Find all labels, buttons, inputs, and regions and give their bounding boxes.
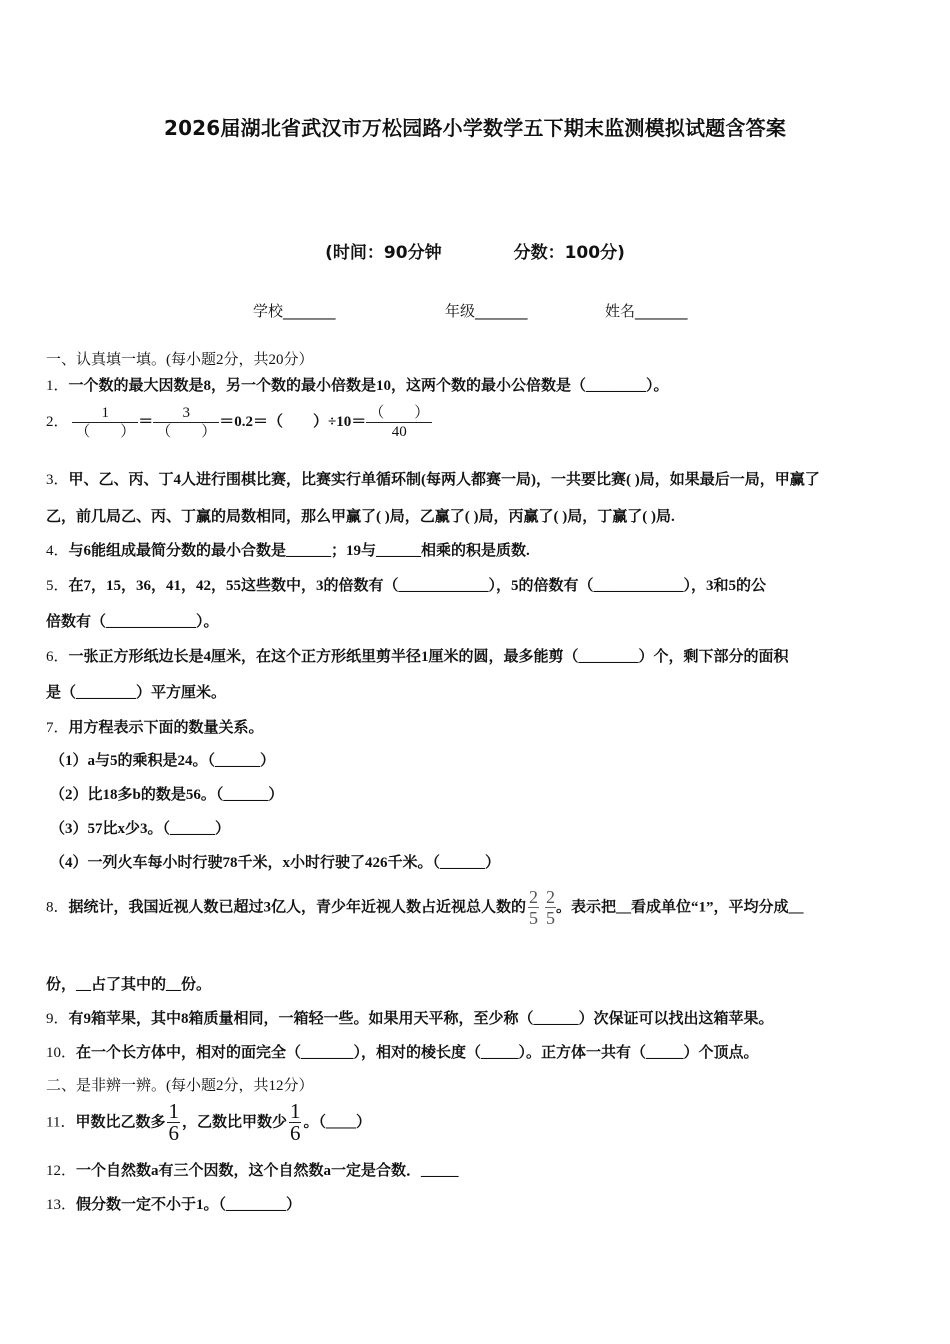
exam-subtitle: [0, 238, 950, 263]
question-text-pre: 据统计，我国近视人数已超过3亿人，青少年近视人数占近视总人数的: [68, 899, 527, 916]
question-3-line2: 乙，前几局乙、丙、丁赢的局数相同，那么甲赢了( )局，乙赢了( )局，丙赢了( )局，丁赢了( )局.: [46, 509, 675, 525]
question-7-item-2: （2）比18多b的数是56。（______）: [50, 787, 284, 803]
question-7: [46, 718, 264, 738]
denominator: 40: [391, 424, 407, 440]
question-8: [46, 887, 804, 928]
question-text: 假分数一定不小于1。（________）: [76, 1197, 302, 1213]
question-text: 在一个长方体中，相对的面完全（_______），相对的棱长度（_____）。正方体一共有（_____）个顶点。: [76, 1045, 759, 1061]
question-text: 一个数的最大因数是8，另一个数的最小倍数是10，这两个数的最小公倍数是（________）。: [68, 378, 669, 394]
question-text-line1: 在7，15，36，41，42，55这些数中，3的倍数有（____________），5的倍数有（____________），3和5的公: [68, 578, 767, 594]
question-5-line2: 倍数有（____________）。: [46, 614, 219, 630]
equation-middle: ＝0.2＝（ ）÷10＝: [219, 413, 367, 430]
fraction-3: [366, 404, 432, 441]
question-6-line2: 是（________）平方厘米。: [46, 685, 227, 701]
question-7-item-3: （3）57比x少3。（______）: [50, 821, 231, 837]
score-label: 分数：100分): [513, 243, 625, 263]
fraction-1: [72, 404, 138, 441]
question-13: [46, 1195, 301, 1215]
section-1-heading: 一、认真填一填。(每小题2分，共20分）: [46, 352, 314, 368]
numerator: 1: [168, 1099, 179, 1123]
denominator: 5: [529, 908, 539, 928]
fraction-one-sixth: [167, 1101, 180, 1144]
question-text-post: 表示把__看成单位“1”，平均分成__: [571, 899, 804, 916]
question-text-mid: ，乙数比甲数少: [181, 1114, 287, 1131]
question-12: [46, 1161, 459, 1181]
question-2: [46, 404, 432, 441]
question-number: 7．: [46, 720, 69, 736]
fraction-2: [153, 404, 219, 441]
question-1: [46, 376, 669, 396]
question-number: 2．: [46, 413, 69, 430]
question-text: 一个自然数a有三个因数，这个自然数a一定是合数．_____: [76, 1163, 459, 1179]
question-5: [46, 576, 766, 596]
period: 。: [556, 899, 572, 916]
question-text-line1: 一张正方形纸边长是4厘米，在这个正方形纸里剪半径1厘米的圆，最多能剪（________）个，剩下部分的面积: [68, 649, 789, 665]
numerator: （ ）: [366, 404, 432, 423]
question-4: [46, 541, 530, 561]
fraction-one-sixth-2: [289, 1101, 302, 1144]
fraction-two-fifths: [528, 887, 539, 928]
question-6: [46, 647, 789, 667]
question-text: 用方程表示下面的数量关系。: [68, 720, 264, 736]
question-7-item-4: （4）一列火车每小时行驶78千米，x小时行驶了426千米。（______）: [50, 855, 501, 871]
question-9: [46, 1009, 774, 1029]
question-number: 8．: [46, 899, 69, 916]
question-number: 4．: [46, 543, 69, 559]
question-7-item-1: （1）a与5的乘积是24。（______）: [50, 753, 276, 769]
question-number: 6．: [46, 649, 69, 665]
equals-sign: ＝: [138, 413, 154, 430]
denominator: （ ）: [75, 424, 136, 440]
school-field[interactable]: 学校_______: [253, 302, 336, 320]
question-10: [46, 1043, 759, 1063]
question-number: 12．: [46, 1163, 77, 1179]
question-text: 与6能组成最简分数的最小合数是______；19与______相乘的积是质数.: [68, 543, 530, 559]
grade-field[interactable]: 年级_______: [445, 302, 528, 320]
question-8-line2: 份，__占了其中的__份。: [46, 977, 212, 993]
question-text-line1: 甲、乙、丙、丁4人进行围棋比赛，比赛实行单循环制(每两人都赛一局)，一共要比赛( )局，如果最后一局，甲赢了: [68, 472, 820, 488]
page-title: 2026届湖北省武汉市万松园路小学数学五下期末监测模拟试题含答案: [163, 116, 787, 140]
question-number: 9．: [46, 1011, 69, 1027]
numerator: 2: [546, 887, 556, 907]
question-3: [46, 470, 820, 490]
name-field[interactable]: 姓名_______: [605, 302, 688, 320]
fraction-two-fifths-2: [545, 887, 556, 928]
question-11: [46, 1101, 371, 1144]
denominator: 6: [168, 1121, 179, 1145]
numerator: 1: [289, 1099, 301, 1123]
numerator: 1: [72, 404, 138, 423]
question-text-pre: 甲数比乙数多: [75, 1114, 166, 1131]
question-number: 3．: [46, 472, 69, 488]
denominator: （ ）: [156, 424, 217, 440]
numerator: 2: [529, 887, 539, 907]
question-number: 13．: [46, 1197, 77, 1213]
question-number: 5．: [46, 578, 69, 594]
question-number: 11．: [46, 1114, 76, 1131]
question-text-post: 。（____）: [303, 1114, 371, 1131]
denominator: 5: [546, 908, 556, 928]
section-2-heading: 二、是非辨一辨。(每小题2分，共12分）: [46, 1078, 314, 1094]
denominator: 6: [289, 1121, 301, 1145]
numerator: 3: [153, 404, 219, 423]
question-number: 1．: [46, 378, 69, 394]
time-label: (时间：90分钟: [325, 243, 442, 263]
question-number: 10．: [46, 1045, 77, 1061]
question-text: 有9箱苹果，其中8箱质量相同，一箱轻一些。如果用天平称，至少称（______）次保证可以找出这箱苹果。: [68, 1011, 774, 1027]
